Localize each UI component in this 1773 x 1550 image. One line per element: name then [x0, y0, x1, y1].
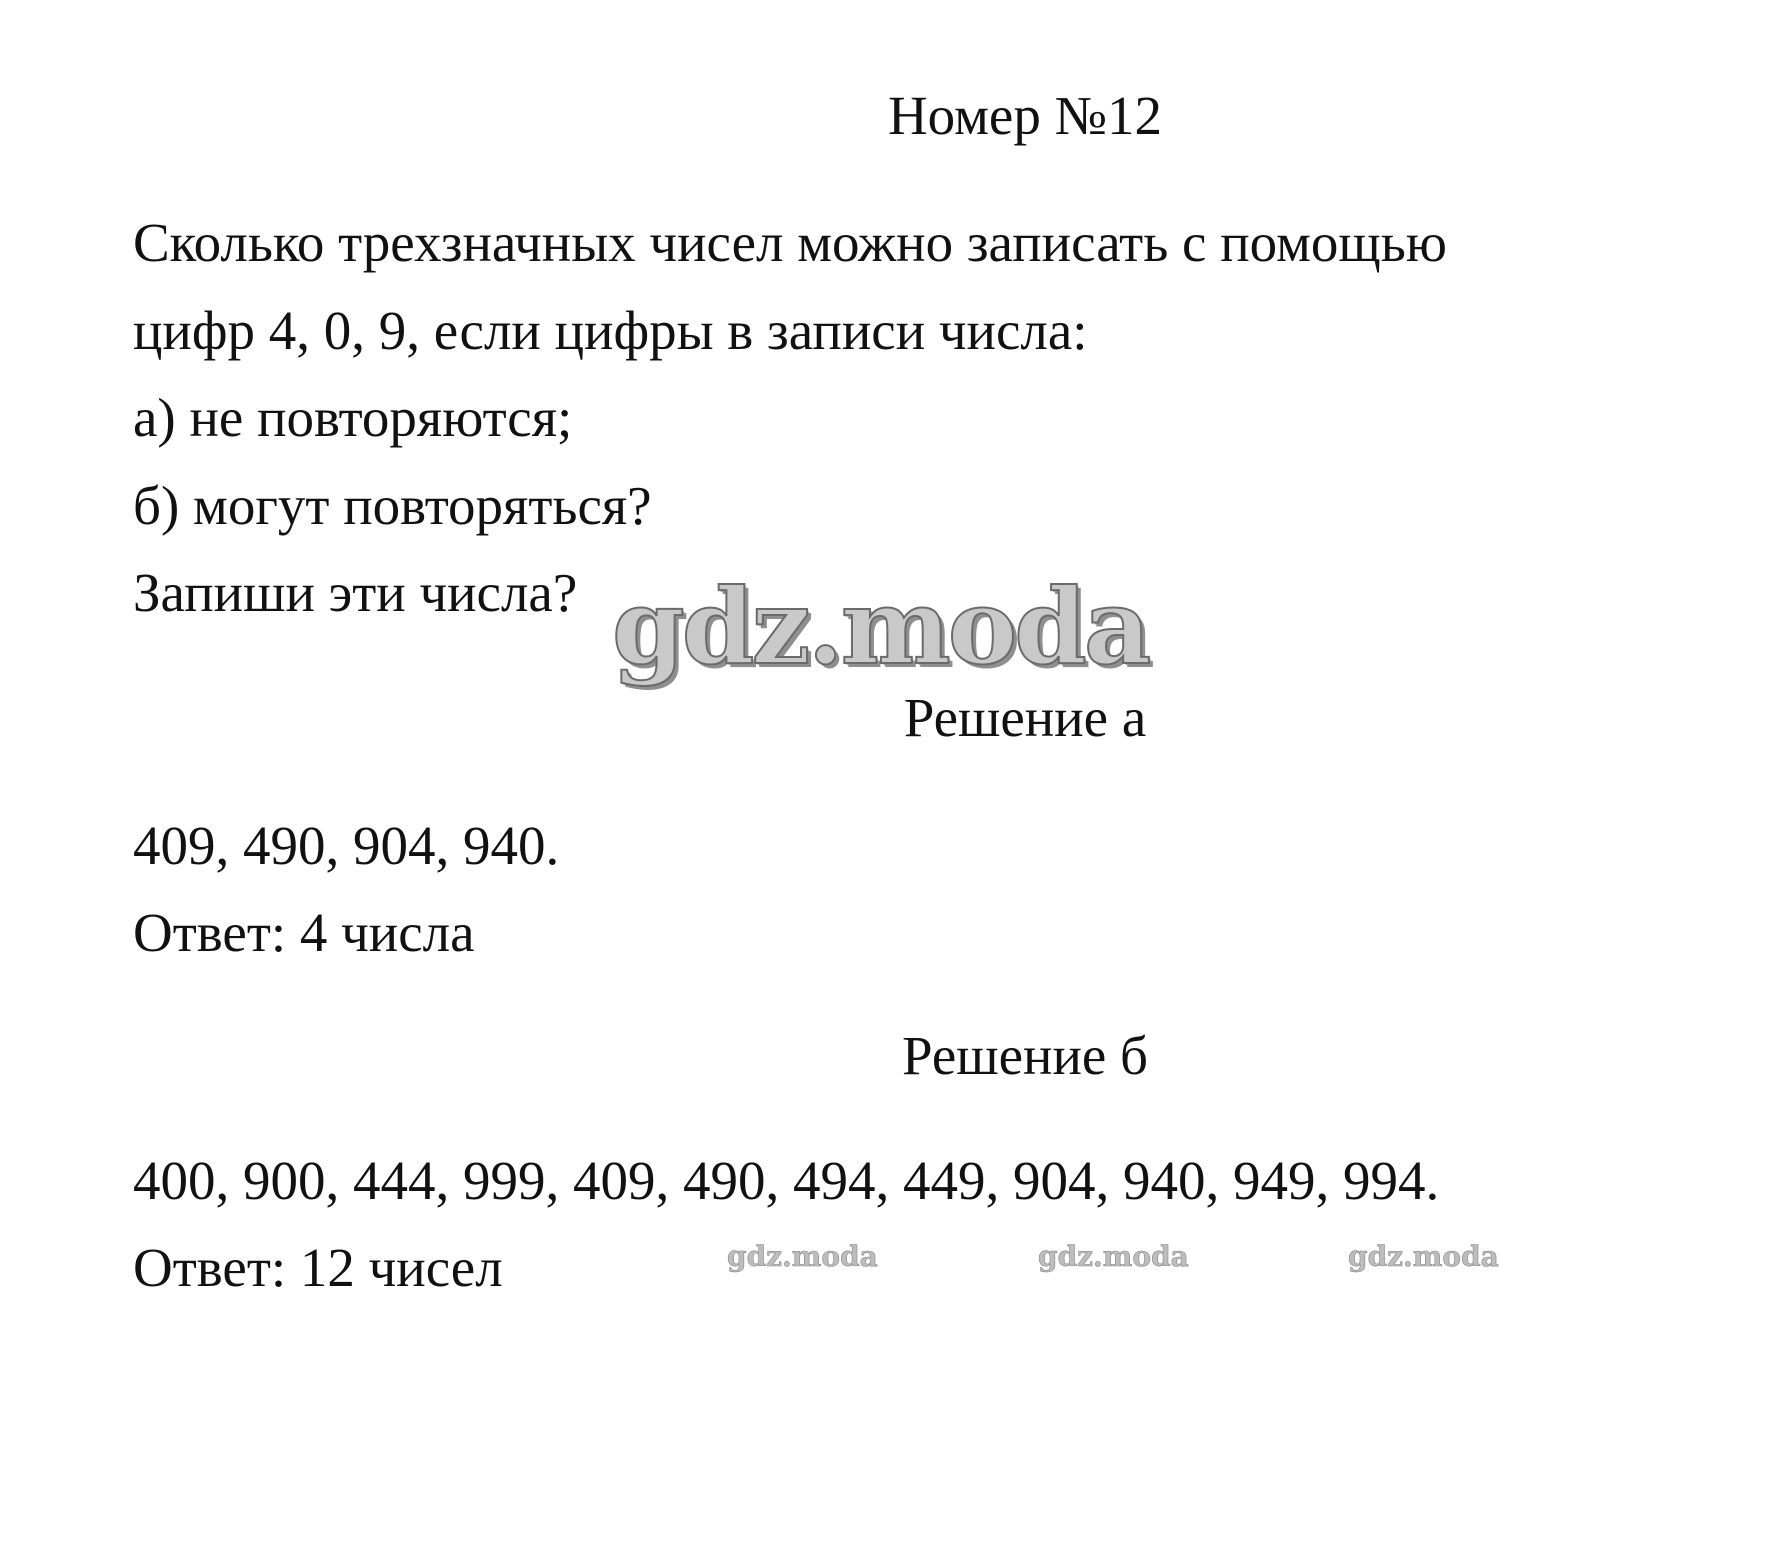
watermark-small-2: gdz.moda: [1038, 1240, 1189, 1273]
solution-a-numbers: 409, 490, 904, 940.: [133, 815, 560, 876]
solution-b-heading: Решение б: [901, 1025, 1149, 1086]
problem-instruction: Запиши эти числа?: [133, 562, 578, 623]
solution-a-heading: Решение а: [903, 687, 1147, 748]
problem-text-line-2: цифр 4, 0, 9, если цифры в записи числа:: [133, 300, 1088, 361]
problem-option-a: а) не повторяются;: [133, 387, 573, 448]
problem-option-b: б) могут повторяться?: [133, 475, 652, 536]
solution-b-numbers: 400, 900, 444, 999, 409, 490, 494, 449, 904, 940, 949, 994.: [133, 1150, 1440, 1211]
problem-text-line-1: Сколько трехзначных чисел можно записать с помощью: [133, 212, 1447, 273]
watermark-main: gdz.moda: [612, 565, 1149, 688]
solution-a-answer: Ответ: 4 числа: [133, 902, 475, 963]
watermark-small-1: gdz.moda: [727, 1240, 878, 1273]
solution-b-answer: Ответ: 12 чисел: [133, 1237, 503, 1298]
page-title: Номер №12: [887, 85, 1163, 146]
watermark-small-3: gdz.moda: [1348, 1240, 1499, 1273]
